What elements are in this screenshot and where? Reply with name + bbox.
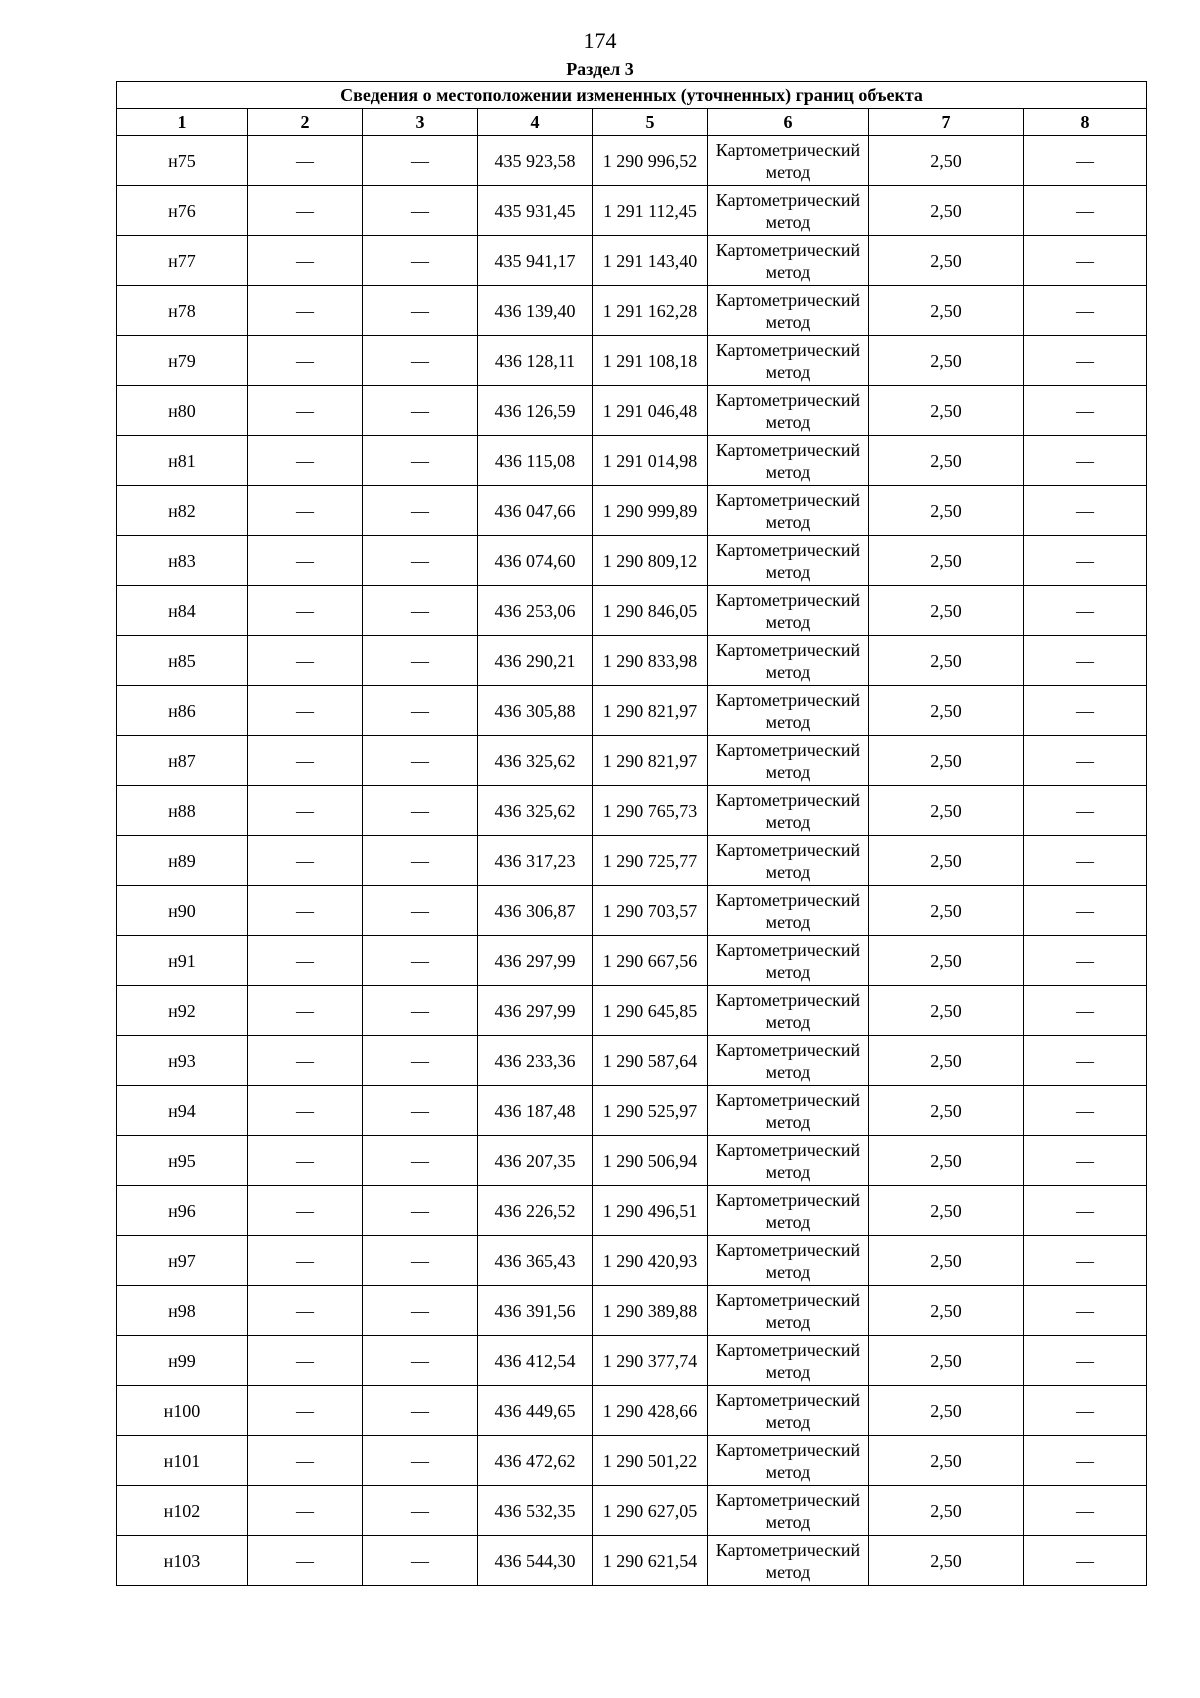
x-coordinate-cell: 436 297,99 [478,936,593,986]
x-coordinate-cell: 436 253,06 [478,586,593,636]
method-cell: Картометрический метод [708,1386,869,1436]
point-name-cell: н90 [117,886,248,936]
empty-dash-cell: — [248,536,363,586]
y-coordinate-cell: 1 290 765,73 [593,786,708,836]
accuracy-cell: 2,50 [869,986,1024,1036]
method-cell: Картометрический метод [708,1436,869,1486]
accuracy-cell: 2,50 [869,1536,1024,1586]
method-cell: Картометрический метод [708,1136,869,1186]
x-coordinate-cell: 435 923,58 [478,136,593,186]
method-cell: Картометрический метод [708,286,869,336]
empty-dash-cell: — [1024,736,1147,786]
point-name-cell: н98 [117,1286,248,1336]
y-coordinate-cell: 1 290 525,97 [593,1086,708,1136]
empty-dash-cell: — [248,936,363,986]
column-header: 6 [708,109,869,136]
column-header: 5 [593,109,708,136]
x-coordinate-cell: 436 139,40 [478,286,593,336]
method-cell: Картометрический метод [708,1236,869,1286]
method-cell: Картометрический метод [708,536,869,586]
accuracy-cell: 2,50 [869,236,1024,286]
table-row [117,436,1147,486]
x-coordinate-cell: 436 233,36 [478,1036,593,1086]
point-name-cell: н94 [117,1086,248,1136]
method-cell: Картометрический метод [708,486,869,536]
table-header-row [117,109,1147,136]
method-cell: Картометрический метод [708,336,869,386]
column-header: 7 [869,109,1024,136]
empty-dash-cell: — [363,886,478,936]
empty-dash-cell: — [363,1086,478,1136]
empty-dash-cell: — [363,736,478,786]
method-cell: Картометрический метод [708,186,869,236]
empty-dash-cell: — [363,1336,478,1386]
table-row [117,686,1147,736]
empty-dash-cell: — [1024,1236,1147,1286]
empty-dash-cell: — [363,1286,478,1336]
table-row [117,1336,1147,1386]
empty-dash-cell: — [1024,1386,1147,1436]
empty-dash-cell: — [1024,586,1147,636]
empty-dash-cell: — [363,836,478,886]
empty-dash-cell: — [1024,836,1147,886]
accuracy-cell: 2,50 [869,936,1024,986]
empty-dash-cell: — [248,1536,363,1586]
y-coordinate-cell: 1 290 809,12 [593,536,708,586]
y-coordinate-cell: 1 291 014,98 [593,436,708,486]
point-name-cell: н101 [117,1436,248,1486]
empty-dash-cell: — [248,1286,363,1336]
method-cell: Картометрический метод [708,786,869,836]
empty-dash-cell: — [248,286,363,336]
accuracy-cell: 2,50 [869,636,1024,686]
method-cell: Картометрический метод [708,236,869,286]
empty-dash-cell: — [363,686,478,736]
empty-dash-cell: — [1024,336,1147,386]
empty-dash-cell: — [248,1036,363,1086]
table-row [117,1286,1147,1336]
empty-dash-cell: — [1024,1136,1147,1186]
empty-dash-cell: — [1024,1286,1147,1336]
table-row [117,1436,1147,1486]
point-name-cell: н89 [117,836,248,886]
accuracy-cell: 2,50 [869,1036,1024,1086]
empty-dash-cell: — [363,536,478,586]
table-row [117,486,1147,536]
point-name-cell: н96 [117,1186,248,1236]
y-coordinate-cell: 1 290 587,64 [593,1036,708,1086]
table-caption: Сведения о местоположении измененных (уточненных) границ объекта [117,82,1147,109]
table-row [117,186,1147,236]
x-coordinate-cell: 436 207,35 [478,1136,593,1186]
x-coordinate-cell: 436 544,30 [478,1536,593,1586]
empty-dash-cell: — [248,1136,363,1186]
empty-dash-cell: — [1024,636,1147,686]
method-cell: Картометрический метод [708,1286,869,1336]
table-row [117,1536,1147,1586]
y-coordinate-cell: 1 290 377,74 [593,1336,708,1386]
empty-dash-cell: — [363,636,478,686]
y-coordinate-cell: 1 290 846,05 [593,586,708,636]
empty-dash-cell: — [248,1086,363,1136]
y-coordinate-cell: 1 291 112,45 [593,186,708,236]
accuracy-cell: 2,50 [869,536,1024,586]
page-number: 174 [583,28,617,53]
table-caption-row [117,82,1147,109]
x-coordinate-cell: 436 391,56 [478,1286,593,1336]
x-coordinate-cell: 436 115,08 [478,436,593,486]
accuracy-cell: 2,50 [869,1386,1024,1436]
empty-dash-cell: — [363,1236,478,1286]
empty-dash-cell: — [363,286,478,336]
y-coordinate-cell: 1 291 143,40 [593,236,708,286]
empty-dash-cell: — [248,436,363,486]
empty-dash-cell: — [1024,1086,1147,1136]
empty-dash-cell: — [248,1486,363,1536]
accuracy-cell: 2,50 [869,786,1024,836]
table-row [117,386,1147,436]
y-coordinate-cell: 1 290 506,94 [593,1136,708,1186]
empty-dash-cell: — [1024,1036,1147,1086]
method-cell: Картометрический метод [708,986,869,1036]
x-coordinate-cell: 436 449,65 [478,1386,593,1436]
accuracy-cell: 2,50 [869,1236,1024,1286]
point-name-cell: н103 [117,1536,248,1586]
empty-dash-cell: — [1024,1186,1147,1236]
x-coordinate-cell: 436 317,23 [478,836,593,886]
y-coordinate-cell: 1 290 496,51 [593,1186,708,1236]
table-row [117,1086,1147,1136]
accuracy-cell: 2,50 [869,586,1024,636]
point-name-cell: н92 [117,986,248,1036]
accuracy-cell: 2,50 [869,386,1024,436]
x-coordinate-cell: 435 931,45 [478,186,593,236]
y-coordinate-cell: 1 290 420,93 [593,1236,708,1286]
y-coordinate-cell: 1 290 725,77 [593,836,708,886]
table-row [117,536,1147,586]
table-row [117,586,1147,636]
table-row [117,736,1147,786]
x-coordinate-cell: 436 226,52 [478,1186,593,1236]
table-row [117,1036,1147,1086]
empty-dash-cell: — [363,586,478,636]
y-coordinate-cell: 1 290 645,85 [593,986,708,1036]
column-header: 2 [248,109,363,136]
empty-dash-cell: — [1024,1536,1147,1586]
x-coordinate-cell: 436 187,48 [478,1086,593,1136]
y-coordinate-cell: 1 291 046,48 [593,386,708,436]
y-coordinate-cell: 1 290 428,66 [593,1386,708,1436]
empty-dash-cell: — [1024,936,1147,986]
y-coordinate-cell: 1 290 389,88 [593,1286,708,1336]
empty-dash-cell: — [1024,286,1147,336]
accuracy-cell: 2,50 [869,1086,1024,1136]
empty-dash-cell: — [1024,486,1147,536]
table-row [117,1186,1147,1236]
column-header: 4 [478,109,593,136]
y-coordinate-cell: 1 290 833,98 [593,636,708,686]
table-row [117,136,1147,186]
empty-dash-cell: — [1024,186,1147,236]
empty-dash-cell: — [363,1536,478,1586]
method-cell: Картометрический метод [708,136,869,186]
empty-dash-cell: — [248,336,363,386]
empty-dash-cell: — [1024,436,1147,486]
accuracy-cell: 2,50 [869,1486,1024,1536]
empty-dash-cell: — [1024,986,1147,1036]
table-row [117,636,1147,686]
empty-dash-cell: — [1024,536,1147,586]
table-row [117,786,1147,836]
table-row [117,836,1147,886]
empty-dash-cell: — [248,386,363,436]
empty-dash-cell: — [363,1386,478,1436]
accuracy-cell: 2,50 [869,436,1024,486]
point-name-cell: н81 [117,436,248,486]
empty-dash-cell: — [248,586,363,636]
x-coordinate-cell: 436 047,66 [478,486,593,536]
empty-dash-cell: — [363,336,478,386]
column-header: 8 [1024,109,1147,136]
y-coordinate-cell: 1 290 996,52 [593,136,708,186]
table-row [117,986,1147,1036]
point-name-cell: н86 [117,686,248,736]
point-name-cell: н91 [117,936,248,986]
empty-dash-cell: — [248,786,363,836]
x-coordinate-cell: 436 365,43 [478,1236,593,1286]
point-name-cell: н95 [117,1136,248,1186]
empty-dash-cell: — [1024,686,1147,736]
empty-dash-cell: — [363,386,478,436]
point-name-cell: н100 [117,1386,248,1436]
point-name-cell: н85 [117,636,248,686]
empty-dash-cell: — [1024,236,1147,286]
point-name-cell: н93 [117,1036,248,1086]
accuracy-cell: 2,50 [869,736,1024,786]
x-coordinate-cell: 435 941,17 [478,236,593,286]
empty-dash-cell: — [248,186,363,236]
accuracy-cell: 2,50 [869,1136,1024,1186]
x-coordinate-cell: 436 306,87 [478,886,593,936]
method-cell: Картометрический метод [708,386,869,436]
point-name-cell: н87 [117,736,248,786]
accuracy-cell: 2,50 [869,1336,1024,1386]
accuracy-cell: 2,50 [869,686,1024,736]
empty-dash-cell: — [363,1486,478,1536]
empty-dash-cell: — [363,936,478,986]
empty-dash-cell: — [248,1236,363,1286]
point-name-cell: н76 [117,186,248,236]
accuracy-cell: 2,50 [869,886,1024,936]
table-row [117,886,1147,936]
y-coordinate-cell: 1 290 627,05 [593,1486,708,1536]
accuracy-cell: 2,50 [869,186,1024,236]
point-name-cell: н99 [117,1336,248,1386]
table-row [117,1486,1147,1536]
empty-dash-cell: — [1024,386,1147,436]
point-name-cell: н75 [117,136,248,186]
table-row [117,1136,1147,1186]
y-coordinate-cell: 1 291 162,28 [593,286,708,336]
y-coordinate-cell: 1 290 621,54 [593,1536,708,1586]
method-cell: Картометрический метод [708,1086,869,1136]
empty-dash-cell: — [248,236,363,286]
y-coordinate-cell: 1 290 667,56 [593,936,708,986]
point-name-cell: н97 [117,1236,248,1286]
table-row [117,336,1147,386]
accuracy-cell: 2,50 [869,1186,1024,1236]
point-name-cell: н79 [117,336,248,386]
y-coordinate-cell: 1 290 999,89 [593,486,708,536]
method-cell: Картометрический метод [708,1336,869,1386]
column-header: 1 [117,109,248,136]
empty-dash-cell: — [363,186,478,236]
section-title: Раздел 3 [566,59,634,79]
table-row [117,286,1147,336]
y-coordinate-cell: 1 290 821,97 [593,686,708,736]
method-cell: Картометрический метод [708,1186,869,1236]
x-coordinate-cell: 436 128,11 [478,336,593,386]
empty-dash-cell: — [248,1386,363,1436]
empty-dash-cell: — [248,1436,363,1486]
table-body [117,136,1147,1586]
x-coordinate-cell: 436 412,54 [478,1336,593,1386]
empty-dash-cell: — [1024,136,1147,186]
method-cell: Картометрический метод [708,836,869,886]
method-cell: Картометрический метод [708,586,869,636]
method-cell: Картометрический метод [708,1486,869,1536]
accuracy-cell: 2,50 [869,336,1024,386]
table-row [117,936,1147,986]
empty-dash-cell: — [248,686,363,736]
empty-dash-cell: — [248,1336,363,1386]
empty-dash-cell: — [363,1036,478,1086]
method-cell: Картометрический метод [708,1036,869,1086]
accuracy-cell: 2,50 [869,1286,1024,1336]
point-name-cell: н88 [117,786,248,836]
empty-dash-cell: — [248,1186,363,1236]
empty-dash-cell: — [248,636,363,686]
accuracy-cell: 2,50 [869,136,1024,186]
accuracy-cell: 2,50 [869,286,1024,336]
point-name-cell: н83 [117,536,248,586]
x-coordinate-cell: 436 126,59 [478,386,593,436]
method-cell: Картометрический метод [708,1536,869,1586]
y-coordinate-cell: 1 291 108,18 [593,336,708,386]
empty-dash-cell: — [248,486,363,536]
empty-dash-cell: — [363,486,478,536]
empty-dash-cell: — [363,436,478,486]
table-row [117,236,1147,286]
method-cell: Картометрический метод [708,636,869,686]
method-cell: Картометрический метод [708,886,869,936]
empty-dash-cell: — [248,136,363,186]
y-coordinate-cell: 1 290 821,97 [593,736,708,786]
empty-dash-cell: — [248,736,363,786]
point-name-cell: н77 [117,236,248,286]
empty-dash-cell: — [363,1186,478,1236]
empty-dash-cell: — [248,986,363,1036]
empty-dash-cell: — [1024,886,1147,936]
table-row [117,1386,1147,1436]
empty-dash-cell: — [1024,1336,1147,1386]
method-cell: Картометрический метод [708,686,869,736]
x-coordinate-cell: 436 305,88 [478,686,593,736]
x-coordinate-cell: 436 074,60 [478,536,593,586]
accuracy-cell: 2,50 [869,836,1024,886]
table-row [117,1236,1147,1286]
coordinates-table [116,81,1147,1586]
x-coordinate-cell: 436 290,21 [478,636,593,686]
empty-dash-cell: — [248,886,363,936]
method-cell: Картометрический метод [708,436,869,486]
y-coordinate-cell: 1 290 501,22 [593,1436,708,1486]
point-name-cell: н82 [117,486,248,536]
column-header: 3 [363,109,478,136]
empty-dash-cell: — [363,236,478,286]
empty-dash-cell: — [363,1436,478,1486]
empty-dash-cell: — [363,136,478,186]
point-name-cell: н78 [117,286,248,336]
empty-dash-cell: — [248,836,363,886]
empty-dash-cell: — [363,1136,478,1186]
point-name-cell: н84 [117,586,248,636]
y-coordinate-cell: 1 290 703,57 [593,886,708,936]
empty-dash-cell: — [1024,1486,1147,1536]
method-cell: Картометрический метод [708,936,869,986]
x-coordinate-cell: 436 297,99 [478,986,593,1036]
x-coordinate-cell: 436 325,62 [478,786,593,836]
empty-dash-cell: — [1024,1436,1147,1486]
x-coordinate-cell: 436 532,35 [478,1486,593,1536]
accuracy-cell: 2,50 [869,486,1024,536]
x-coordinate-cell: 436 325,62 [478,736,593,786]
accuracy-cell: 2,50 [869,1436,1024,1486]
point-name-cell: н102 [117,1486,248,1536]
empty-dash-cell: — [363,786,478,836]
method-cell: Картометрический метод [708,736,869,786]
x-coordinate-cell: 436 472,62 [478,1436,593,1486]
empty-dash-cell: — [1024,786,1147,836]
empty-dash-cell: — [363,986,478,1036]
point-name-cell: н80 [117,386,248,436]
